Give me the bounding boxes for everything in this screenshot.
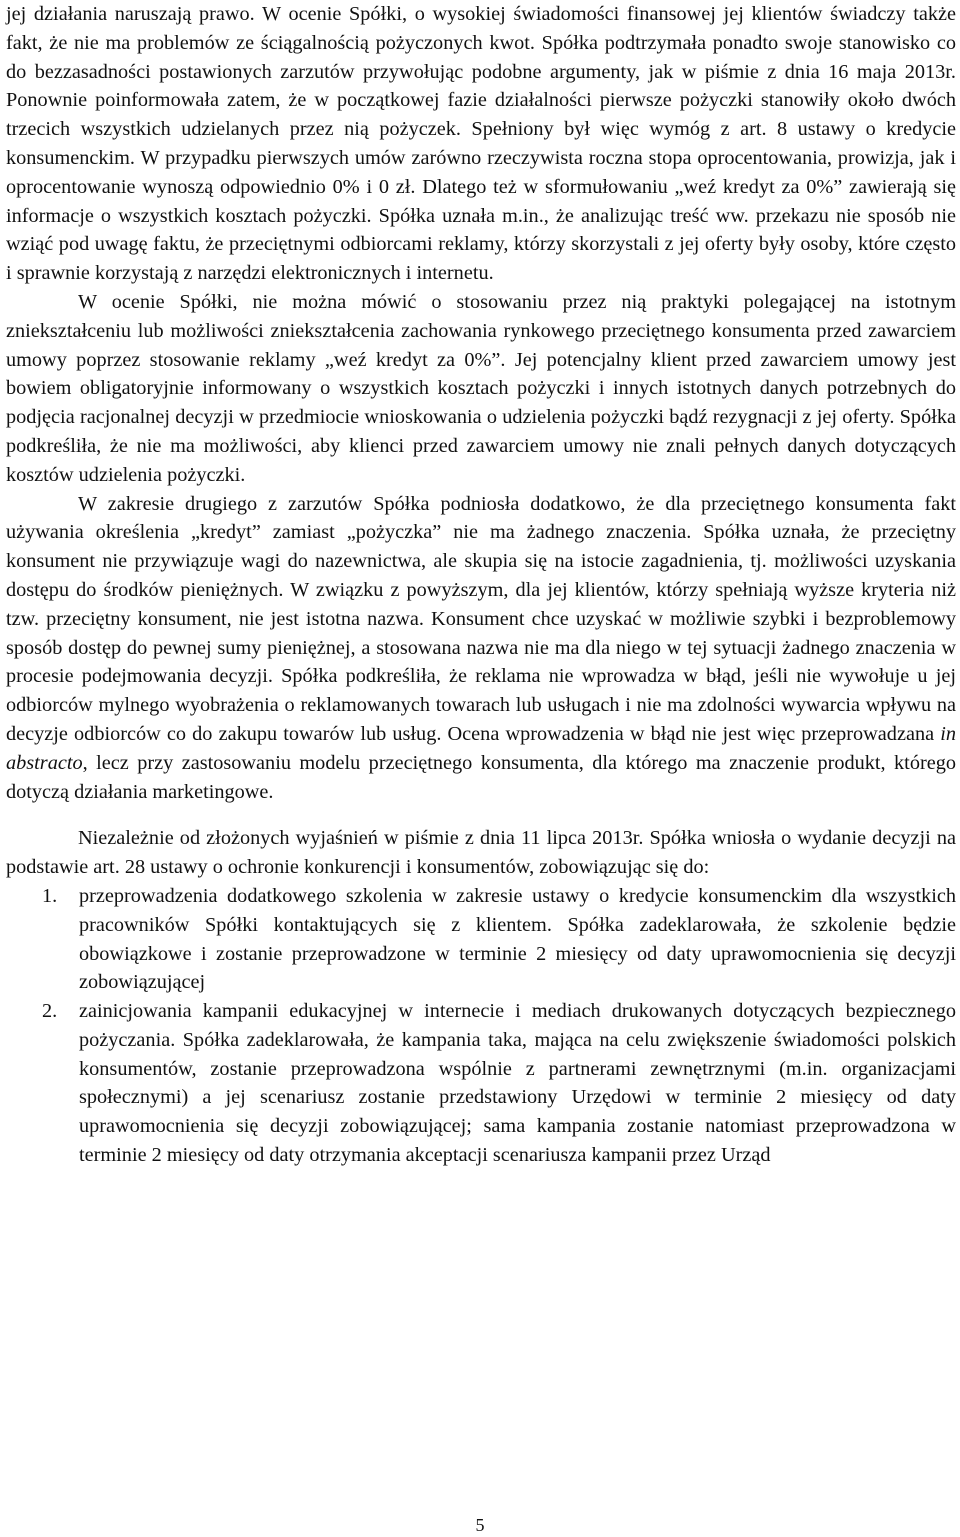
paragraph-second-allegation-end: , lecz przy zastosowaniu modelu przeciętnego konsumenta, dla którego ma znaczenie produkt, którego dotyczą działania marketingowe. (6, 751, 956, 803)
page-number: 5 (475, 1515, 485, 1535)
list-item-text: przeprowadzenia dodatkowego szkolenia w zakresie ustawy o kredycie konsumenckim dla wszystkich pracowników Spółki kontaktujących się z klientem. Spółka zadeklarowała, że szkolenie będzie obowiązkowe i zostanie przeprowadzone w terminie 2 miesięcy od daty uprawomocnienia się decyzji zobowiązującej (79, 884, 956, 994)
document-page (6, 0, 956, 1170)
paragraph-commitments-intro: Niezależnie od złożonych wyjaśnień w piśmie z dnia 11 lipca 2013r. Spółka wniosła o wydanie decyzji na podstawie art. 28 ustawy o ochronie konkurencji i konsumentów, zobowiązując się do: (6, 827, 956, 879)
paragraph-company-assessment: W ocenie Spółki, nie można mówić o stosowaniu przez nią praktyki polegającej na istotnym zniekształceniu lub możliwości zniekształcenia zachowania rynkowego przeciętnego konsumenta przed zawarciem umowy poprzez stosowanie reklamy „weź kredyt za 0%”. Jej potencjalny klient przed zawarciem umowy jest bowiem obligatoryjnie informowany o wszystkich kosztach pożyczki i innych istotnych danych potrzebnych do podjęcia racjonalnej decyzji w przedmiocie wnioskowania o udzielenia pożyczki bądź rezygnacji z jej oferty. Spółka podkreśliła, że nie ma możliwości, aby klienci przed zawarciem umowy nie znali pełnych danych dotyczących kosztów udzielenia pożyczki. (6, 290, 956, 486)
latin-phrase: in abstracto (6, 722, 956, 774)
list-item-number: 2. (42, 1000, 58, 1023)
list-item-text: zainicjowania kampanii edukacyjnej w internecie i mediach drukowanych dotyczących bezpiecznego pożyczania. Spółka zadeklarowała, że kampania taka, mająca na celu zwiększenie świadomości polskich konsumentów, zostanie przeprowadzona wspólnie z partnerami zewnętrznymi (m.in. organizacjami społecznymi) a jej scenariusz zostanie przedstawiony Urzędowi w terminie 2 miesięcy od daty uprawomocnienia się decyzji zobowiązującej; sama kampania zostanie natomiast przeprowadzona w terminie 2 miesięcy od daty otrzymania akceptacji scenariusza kampanii przez Urząd (79, 1000, 956, 1167)
list-item (6, 882, 956, 997)
paragraph-company-position: jej działania naruszają prawo. W ocenie Spółki, o wysokiej świadomości finansowej jej klientów świadczy także fakt, że nie ma problemów ze ściągalnością pożyczonych kwot. Spółka podtrzymała ponadto swoje stanowisko co do bezzasadności postawionych zarzutów przywołując podobne argumenty, jak w piśmie z dnia 16 maja 2013r. Ponownie poinformowała zatem, że w początkowej fazie działalności pierwsze pożyczki stanowiły około dwóch trzecich wszystkich udzielanych przez nią pożyczek. Spełniony był więc wymóg z art. 8 ustawy o kredycie konsumenckim. W przypadku pierwszych umów zarówno rzeczywista roczna stopa oprocentowania, prowizja, jak i oprocentowanie wynoszą odpowiednio 0% i 0 zł. Dlatego też w sformułowaniu „weź kredyt za 0%” zawierają się informacje o wszystkich kosztach pożyczki. Spółka uznała m.in., że analizując treść ww. przekazu nie sposób nie wziąć pod uwagę faktu, że przeciętnymi odbiorcami reklamy, którzy skorzystali z jej oferty były osoby, które często i sprawnie korzystają z narzędzi elektronicznych i internetu. (6, 3, 956, 285)
paragraph-second-allegation (6, 490, 956, 807)
list-item (6, 997, 956, 1170)
commitments-list (6, 882, 956, 1170)
list-item-number: 1. (42, 884, 58, 907)
paragraph-second-allegation-text: W zakresie drugiego z zarzutów Spółka podniosła dodatkowo, że dla przeciętnego konsumenta fakt używania określenia „kredyt” zamiast „pożyczka” nie ma żadnego znaczenia. Spółka uznała, że przeciętny konsument nie przywiązuje wagi do nazewnictwa, ale skupia się na istocie zagadnienia, tj. możliwości uzyskania dostępu do środków pieniężnych. W związku z powyższym, dla jej klientów, którzy spełniają wyższe kryteria niż tzw. przeciętny konsument, nie jest istotna nazwa. Konsument chce uzyskać w możliwie szybki i bezproblemowy sposób dostęp do pewnej sumy pieniężnej, a stosowana nazwa nie ma dla niego w tej sytuacji żadnego znaczenia w procesie podejmowania decyzji. Spółka podkreśliła, że reklama nie wprowadza w błąd, jeśli nie wywołuje u jej odbiorców mylnego wyobrażenia o reklamowanych towarach lub usługach i nie ma zdolności wywarcia wpływu na decyzje odbiorców co do zakupu towarów lub usług. Ocena wprowadzenia w błąd nie jest więc przeprowadzana (6, 492, 956, 745)
